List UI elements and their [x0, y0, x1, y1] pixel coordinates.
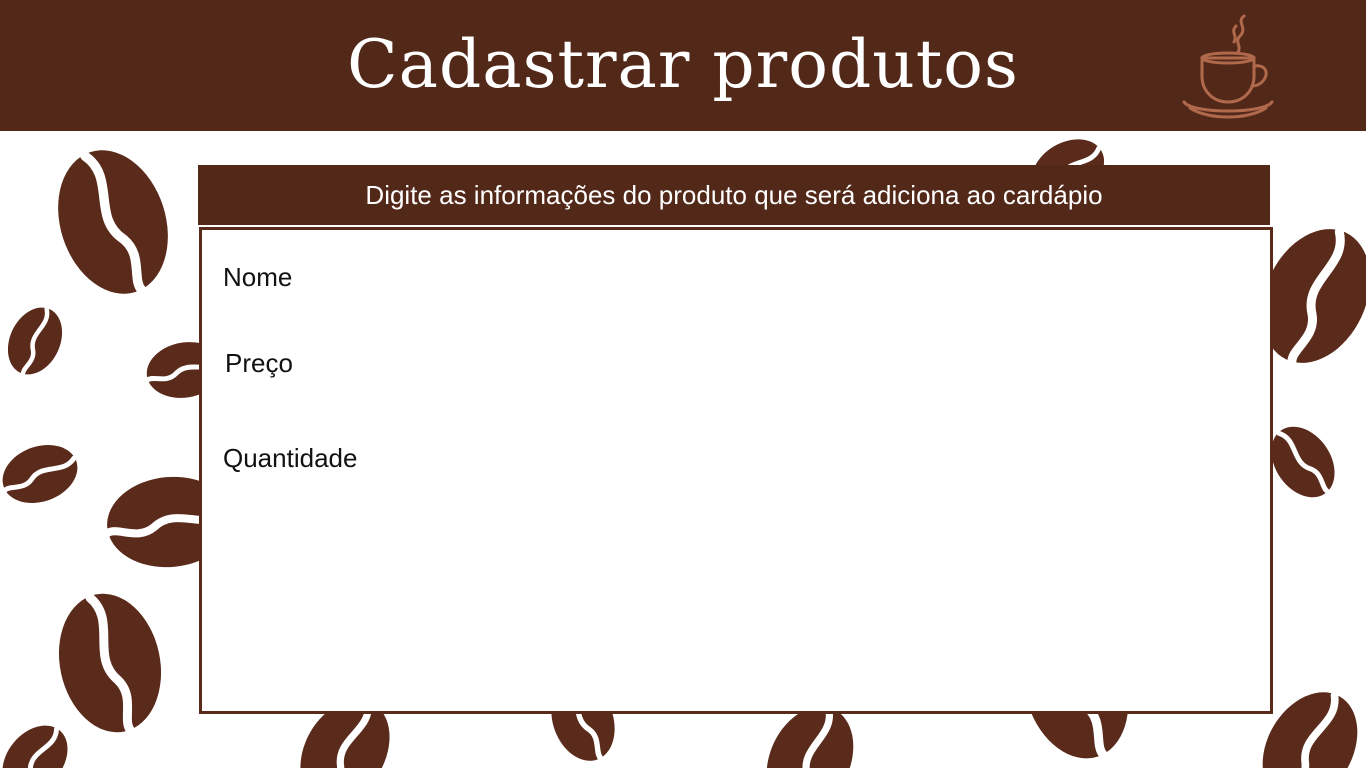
coffee-bean-icon [0, 435, 86, 513]
name-input[interactable] [592, 259, 1366, 297]
coffee-bean-icon [0, 713, 81, 768]
coffee-bean-icon [0, 299, 72, 384]
coffee-bean-icon [47, 584, 174, 742]
price-label: Preço [225, 348, 293, 378]
product-form [199, 227, 1273, 714]
coffee-cup-icon [1178, 12, 1278, 120]
header-bar [0, 0, 1366, 131]
page-title: Cadastrar produtos [347, 26, 1019, 103]
price-input[interactable] [592, 345, 1366, 383]
name-label: Nome [223, 262, 293, 292]
form-header [198, 165, 1270, 225]
form-instructions: Digite as informações do produto que será adiciona ao cardápio [365, 180, 1103, 210]
coffee-bean-icon [40, 136, 185, 308]
quantity-label: Quantidade [223, 443, 358, 473]
quantity-input[interactable] [592, 440, 1366, 478]
